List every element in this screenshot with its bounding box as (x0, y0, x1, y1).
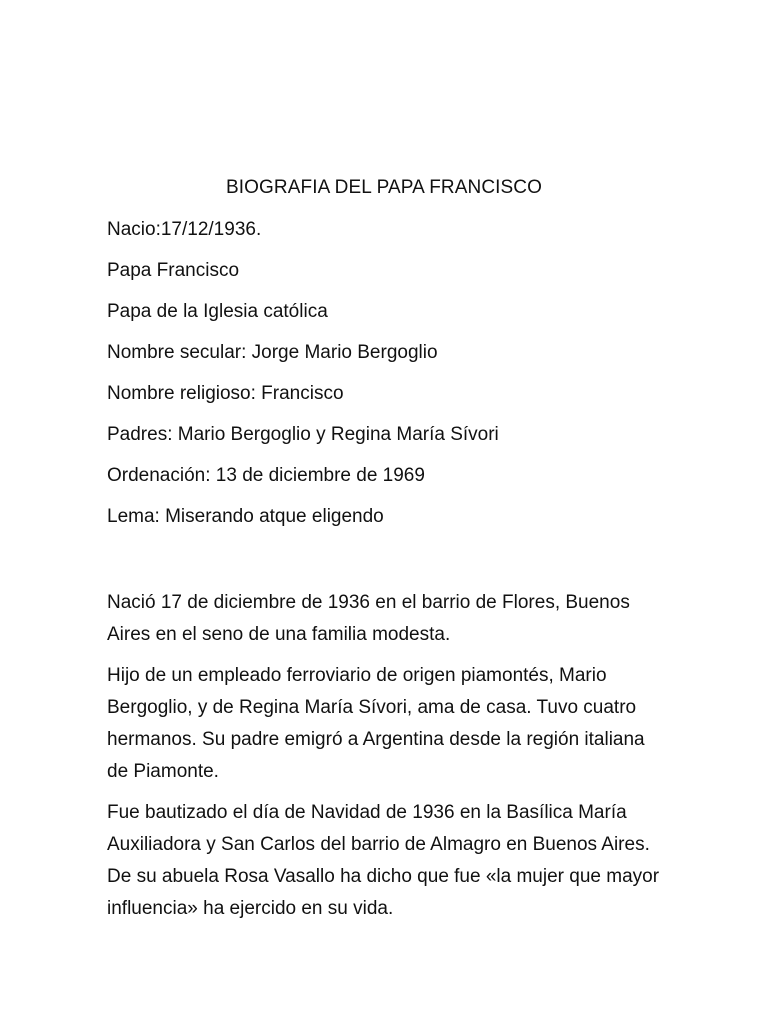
fact-religious-name: Nombre religioso: Francisco (107, 383, 344, 404)
paragraph-birth: Nació 17 de diciembre de 1936 en el barrio de Flores, Buenos Aires en el seno de una familia modesta. (107, 592, 630, 645)
fact-birth: Nacio:17/12/1936. (107, 219, 262, 240)
fact-role: Papa de la Iglesia católica (107, 301, 328, 322)
document-title: BIOGRAFIA DEL PAPA FRANCISCO (225, 177, 543, 198)
fact-motto: Lema: Miserando atque eligendo (107, 506, 384, 527)
fact-ordination: Ordenación: 13 de diciembre de 1969 (107, 465, 425, 486)
paragraph-family: Hijo de un empleado ferroviario de origen piamontés, Mario Bergoglio, y de Regina María Sívori, ama de casa. Tuvo cuatro hermanos. Su padre emigró a Argentina desde la región italiana de Piamonte. (107, 665, 645, 782)
facts-list (107, 218, 667, 546)
fact-parents: Padres: Mario Bergoglio y Regina María Sívori (107, 424, 499, 445)
biography-body (107, 587, 667, 934)
fact-name: Papa Francisco (107, 260, 240, 281)
paragraph-baptism: Fue bautizado el día de Navidad de 1936 en la Basílica María Auxiliadora y San Carlos del barrio de Almagro en Buenos Aires. De su abuela Rosa Vasallo ha dicho que fue «la mujer que mayor influencia» ha ejercido en su vida. (107, 802, 660, 919)
fact-secular-name: Nombre secular: Jorge Mario Bergoglio (107, 342, 438, 363)
